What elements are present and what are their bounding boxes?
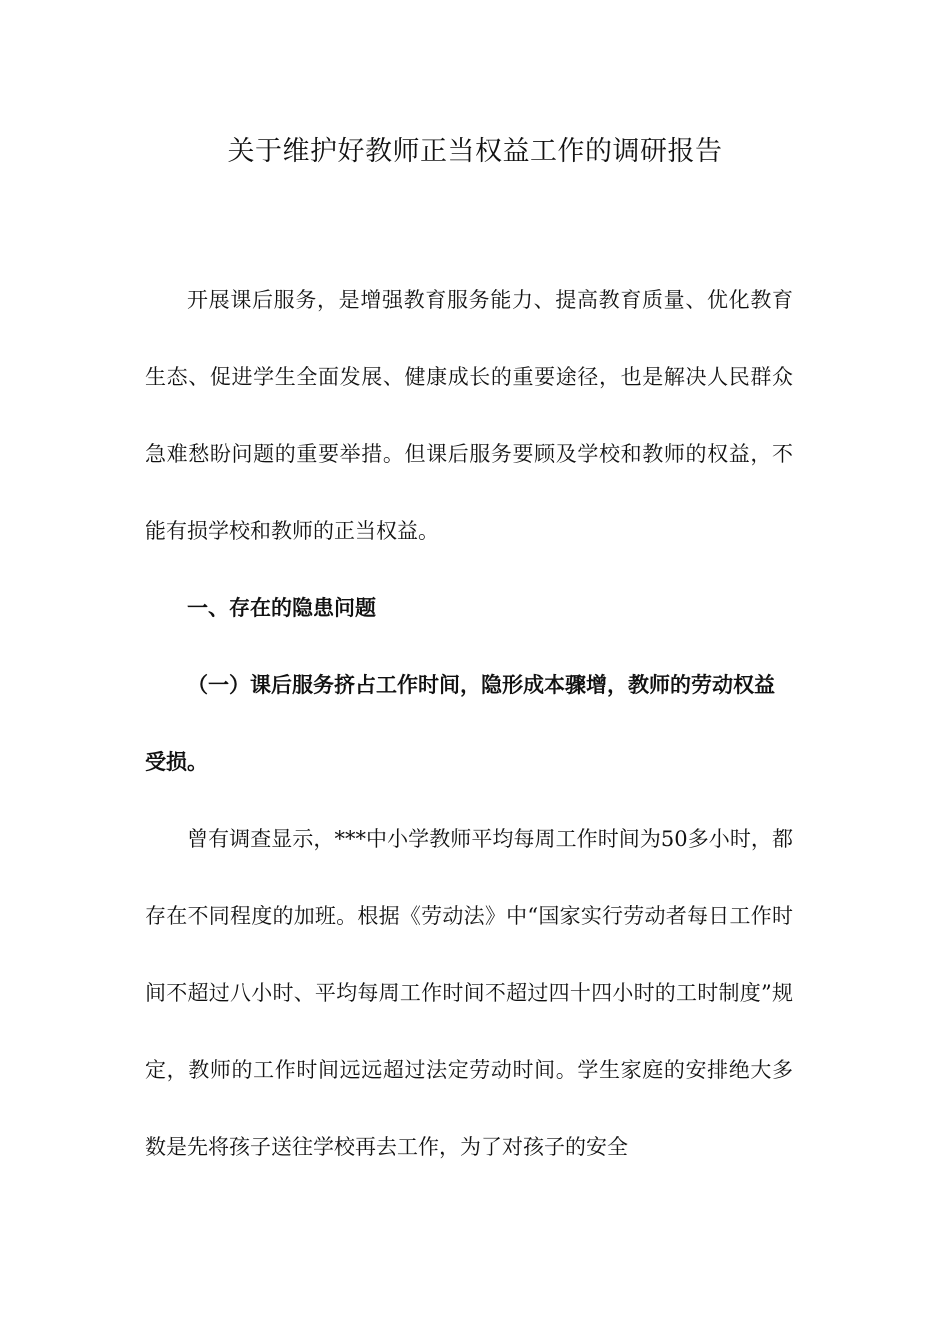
intro-paragraph: 开展课后服务，是增强教育服务能力、提高教育质量、优化教育生态、促进学生全面发展、健康成长的重要途径，也是解决人民群众急难愁盼问题的重要举措。但课后服务要顾及学校和教师的权益，不能有损学校和教师的正当权益。 (145, 288, 793, 543)
section-heading: 一、存在的隐患问题 (187, 596, 376, 620)
document-body (145, 262, 793, 1186)
document-title: 关于维护好教师正当权益工作的调研报告 (227, 136, 723, 167)
body-paragraph: 曾有调查显示，***中小学教师平均每周工作时间为50多小时，都存在不同程度的加班。根据《劳动法》中“国家实行劳动者每日工作时间不超过八小时、平均每周工作时间不超过四十四小时的工时制度”规定，教师的工作时间远远超过法定劳动时间。学生家庭的安排绝大多数是先将孩子送往学校再去工作，为了对孩子的安全 (145, 827, 793, 1159)
subsection-heading: （一）课后服务挤占工作时间，隐形成本骤增，教师的劳动权益受损。 (145, 673, 775, 774)
